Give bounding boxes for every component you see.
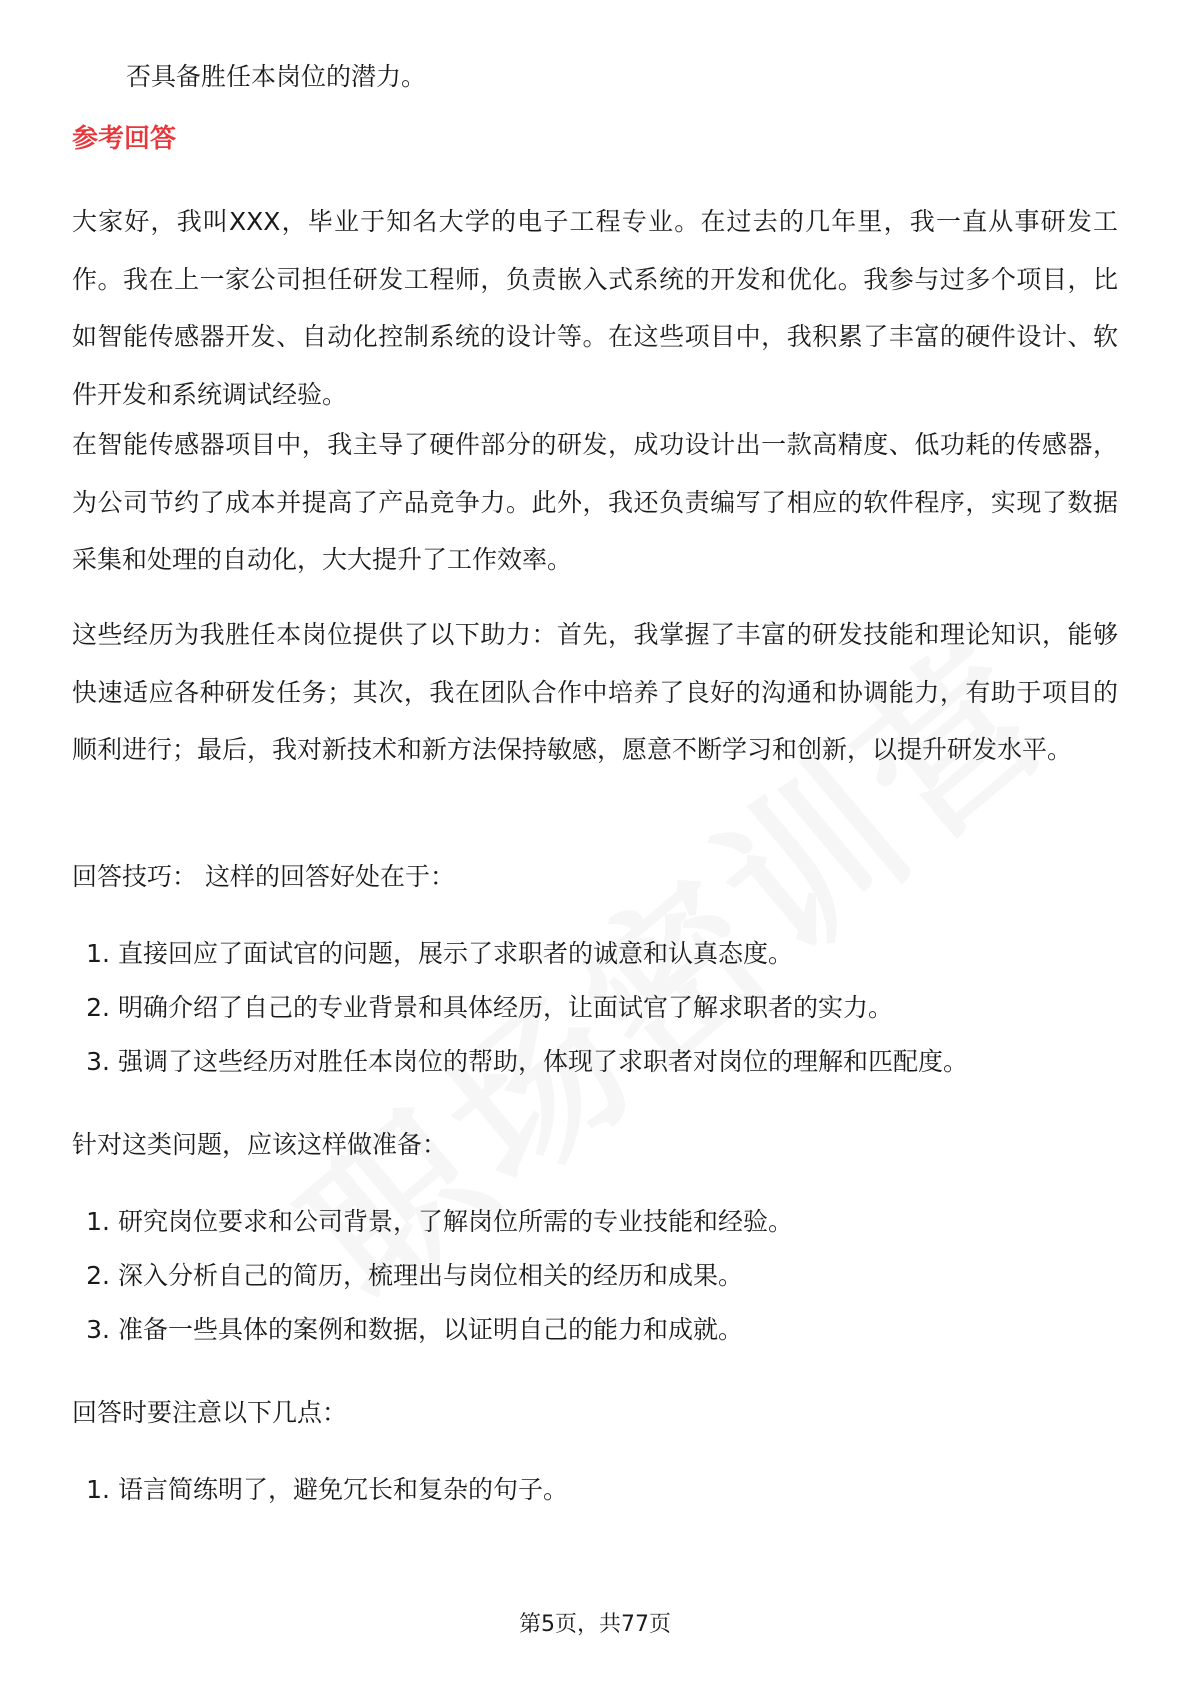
tips-label: 回答技巧： 这样的回答好处在于： bbox=[72, 862, 455, 891]
list-number: 1. bbox=[86, 1207, 110, 1236]
list-item bbox=[72, 1035, 968, 1089]
answer-paragraph-1: 大家好，我叫XXX，毕业于知名大学的电子工程专业。在过去的几年里，我一直从事研发工作。我在上一家公司担任研发工程师，负责嵌入式系统的开发和优化。我参与过多个项目，比如智能传感器开发、自动化控制系统的设计等。在这些项目中，我积累了丰富的硬件设计、软件开发和系统调试经验。 bbox=[72, 207, 1118, 409]
tips-list bbox=[72, 927, 968, 1089]
list-text: 语言简练明了，避免冗长和复杂的句子。 bbox=[118, 1475, 569, 1504]
notes-list bbox=[72, 1463, 568, 1517]
list-item bbox=[72, 1463, 568, 1517]
prep-list bbox=[72, 1195, 793, 1357]
list-number: 1. bbox=[86, 939, 110, 968]
answer-paragraph-3: 这些经历为我胜任本岗位提供了以下助力：首先，我掌握了丰富的研发技能和理论知识，能够快速适应各种研发任务；其次，我在团队合作中培养了良好的沟通和协调能力，有助于项目的顺利进行；最后，我对新技术和新方法保持敏感，愿意不断学习和创新，以提升研发水平。 bbox=[72, 620, 1118, 764]
list-item bbox=[72, 1195, 793, 1249]
list-text: 深入分析自己的简历，梳理出与岗位相关的经历和成果。 bbox=[118, 1261, 744, 1290]
answer-paragraph-2: 在智能传感器项目中，我主导了硬件部分的研发，成功设计出一款高精度、低功耗的传感器，为公司节约了成本并提高了产品竞争力。此外，我还负责编写了相应的软件程序，实现了数据采集和处理的自动化，大大提升了工作效率。 bbox=[72, 430, 1118, 574]
list-number: 3. bbox=[86, 1315, 110, 1344]
continuation-text: 否具备胜任本岗位的潜力。 bbox=[126, 62, 427, 91]
list-item bbox=[72, 1303, 793, 1357]
list-item bbox=[72, 1249, 793, 1303]
list-number: 2. bbox=[86, 1261, 110, 1290]
list-text: 明确介绍了自己的专业背景和具体经历，让面试官了解求职者的实力。 bbox=[118, 993, 894, 1022]
list-item bbox=[72, 981, 968, 1035]
page-number-footer: 第5页，共77页 bbox=[519, 1612, 671, 1637]
list-text: 强调了这些经历对胜任本岗位的帮助，体现了求职者对岗位的理解和匹配度。 bbox=[118, 1047, 969, 1076]
list-number: 1. bbox=[86, 1475, 110, 1504]
list-text: 直接回应了面试官的问题，展示了求职者的诚意和认真态度。 bbox=[118, 939, 794, 968]
reference-answer-heading: 参考回答 bbox=[72, 124, 177, 154]
notes-label: 回答时要注意以下几点： bbox=[72, 1398, 348, 1427]
list-number: 3. bbox=[86, 1047, 110, 1076]
list-text: 准备一些具体的案例和数据，以证明自己的能力和成就。 bbox=[118, 1315, 744, 1344]
prep-label: 针对这类问题，应该这样做准备： bbox=[72, 1130, 448, 1159]
list-text: 研究岗位要求和公司背景，了解岗位所需的专业技能和经验。 bbox=[118, 1207, 794, 1236]
list-number: 2. bbox=[86, 993, 110, 1022]
list-item bbox=[72, 927, 968, 981]
